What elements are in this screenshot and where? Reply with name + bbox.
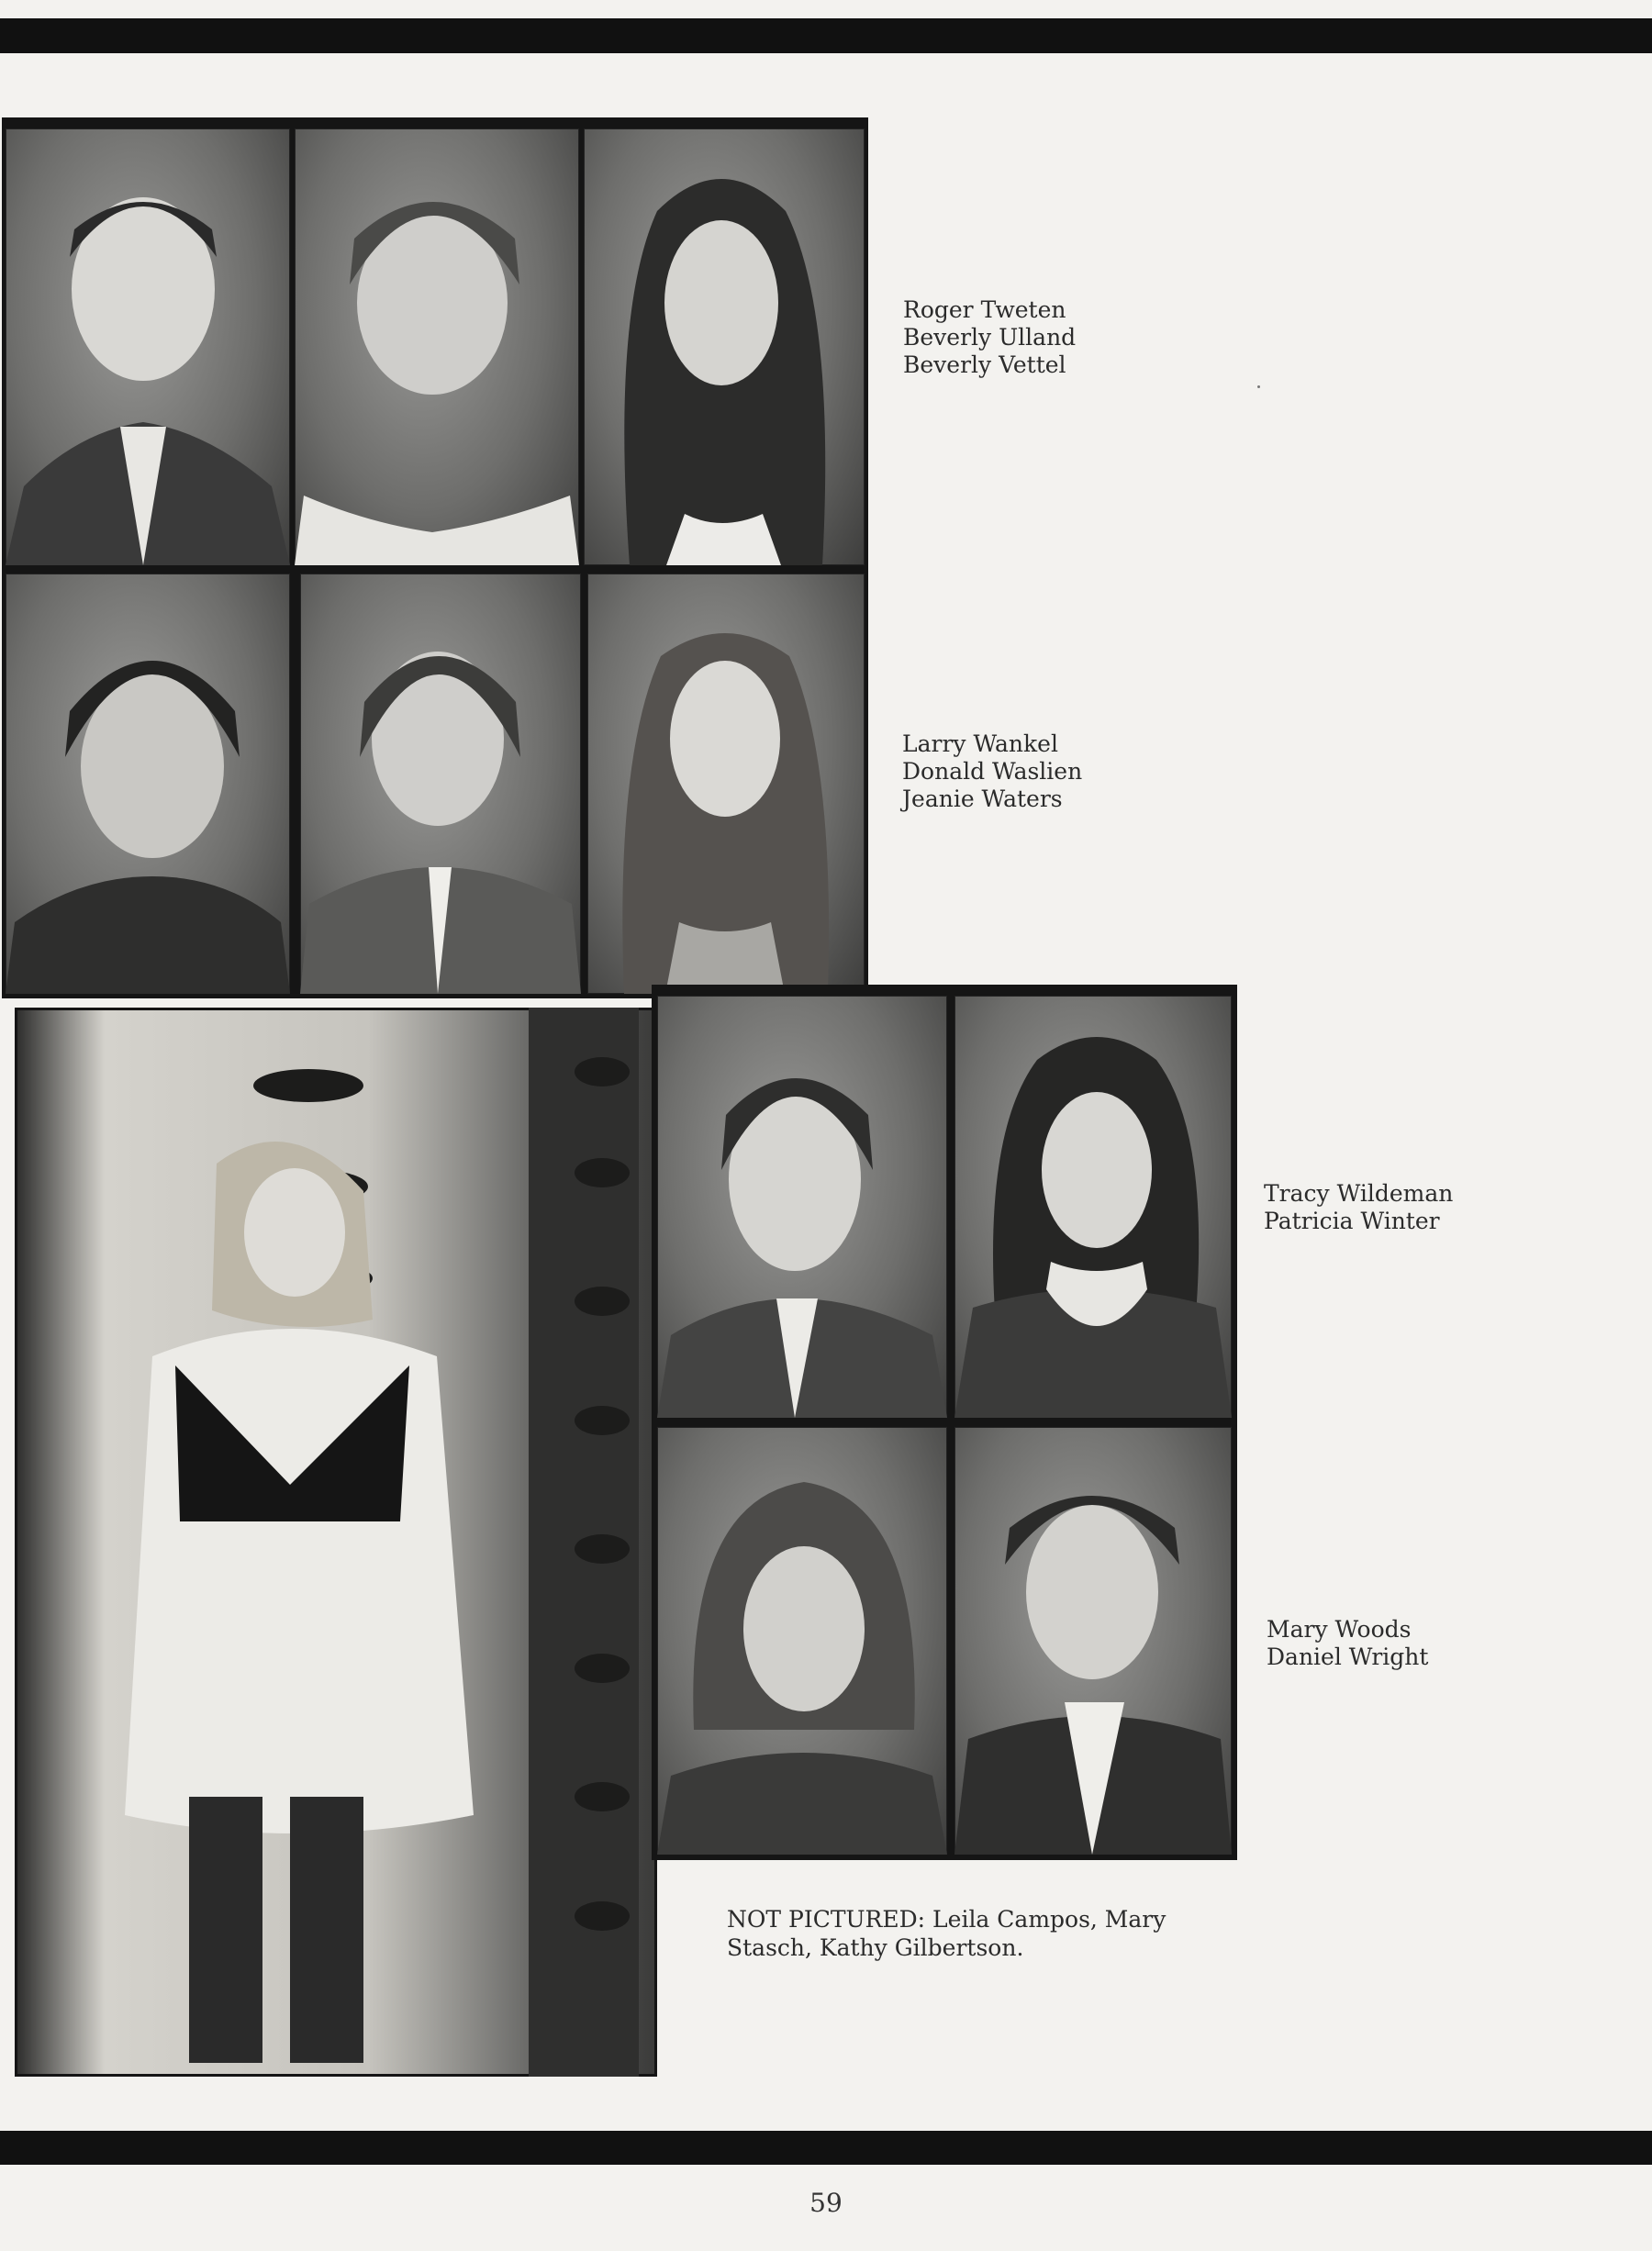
portrait-jeanie-waters xyxy=(587,574,865,994)
portrait-figure-icon xyxy=(6,128,290,565)
portrait-figure-icon xyxy=(657,1427,947,1855)
not-pictured-note: NOT PICTURED: Leila Campos, Mary Stasch, Kathy Gilbertson. xyxy=(727,1906,1166,1961)
portrait-figure-icon xyxy=(954,1427,1232,1855)
caption-group-1 xyxy=(903,296,1076,379)
caption-name: Patricia Winter xyxy=(1264,1208,1440,1234)
portrait-donald-waslien xyxy=(300,574,581,994)
portrait-figure-icon xyxy=(6,574,290,994)
caption-group-4 xyxy=(1267,1616,1428,1671)
portrait-roger-tweten xyxy=(6,128,290,565)
caption-group-3 xyxy=(1264,1180,1453,1235)
caption-name: Donald Waslien xyxy=(902,758,1083,785)
caption-name: Beverly Vettel xyxy=(903,351,1066,378)
portrait-mary-woods xyxy=(657,1427,947,1855)
caption-name: Daniel Wright xyxy=(1267,1644,1429,1670)
portrait-larry-wankel xyxy=(6,574,290,994)
portrait-figure-icon xyxy=(587,574,865,994)
portrait-figure-icon xyxy=(954,996,1232,1418)
portrait-figure-icon xyxy=(584,128,865,565)
portrait-beverly-vettel xyxy=(584,128,865,565)
candid-locker-photo xyxy=(15,1008,657,2077)
paper-speck xyxy=(1257,385,1260,388)
page-number: 59 xyxy=(809,2188,843,2218)
caption-name: Larry Wankel xyxy=(902,730,1058,757)
caption-name: Tracy Wildeman xyxy=(1264,1180,1454,1207)
portrait-daniel-wright xyxy=(954,1427,1232,1855)
portrait-figure-icon xyxy=(657,996,947,1418)
caption-group-2 xyxy=(902,730,1082,813)
caption-name: Roger Tweten xyxy=(903,296,1066,323)
bottom-border-bar xyxy=(0,2131,1652,2165)
portrait-figure-icon xyxy=(295,128,579,565)
portrait-figure-icon xyxy=(300,574,581,994)
top-border-bar xyxy=(0,18,1652,53)
portrait-beverly-ulland xyxy=(295,128,579,565)
portrait-tracy-wildeman xyxy=(657,996,947,1418)
caption-name: Jeanie Waters xyxy=(902,786,1063,812)
portrait-patricia-winter xyxy=(954,996,1232,1418)
caption-name: Mary Woods xyxy=(1267,1616,1412,1643)
caption-name: Beverly Ulland xyxy=(903,324,1077,351)
student-figure-icon xyxy=(15,1008,657,2077)
